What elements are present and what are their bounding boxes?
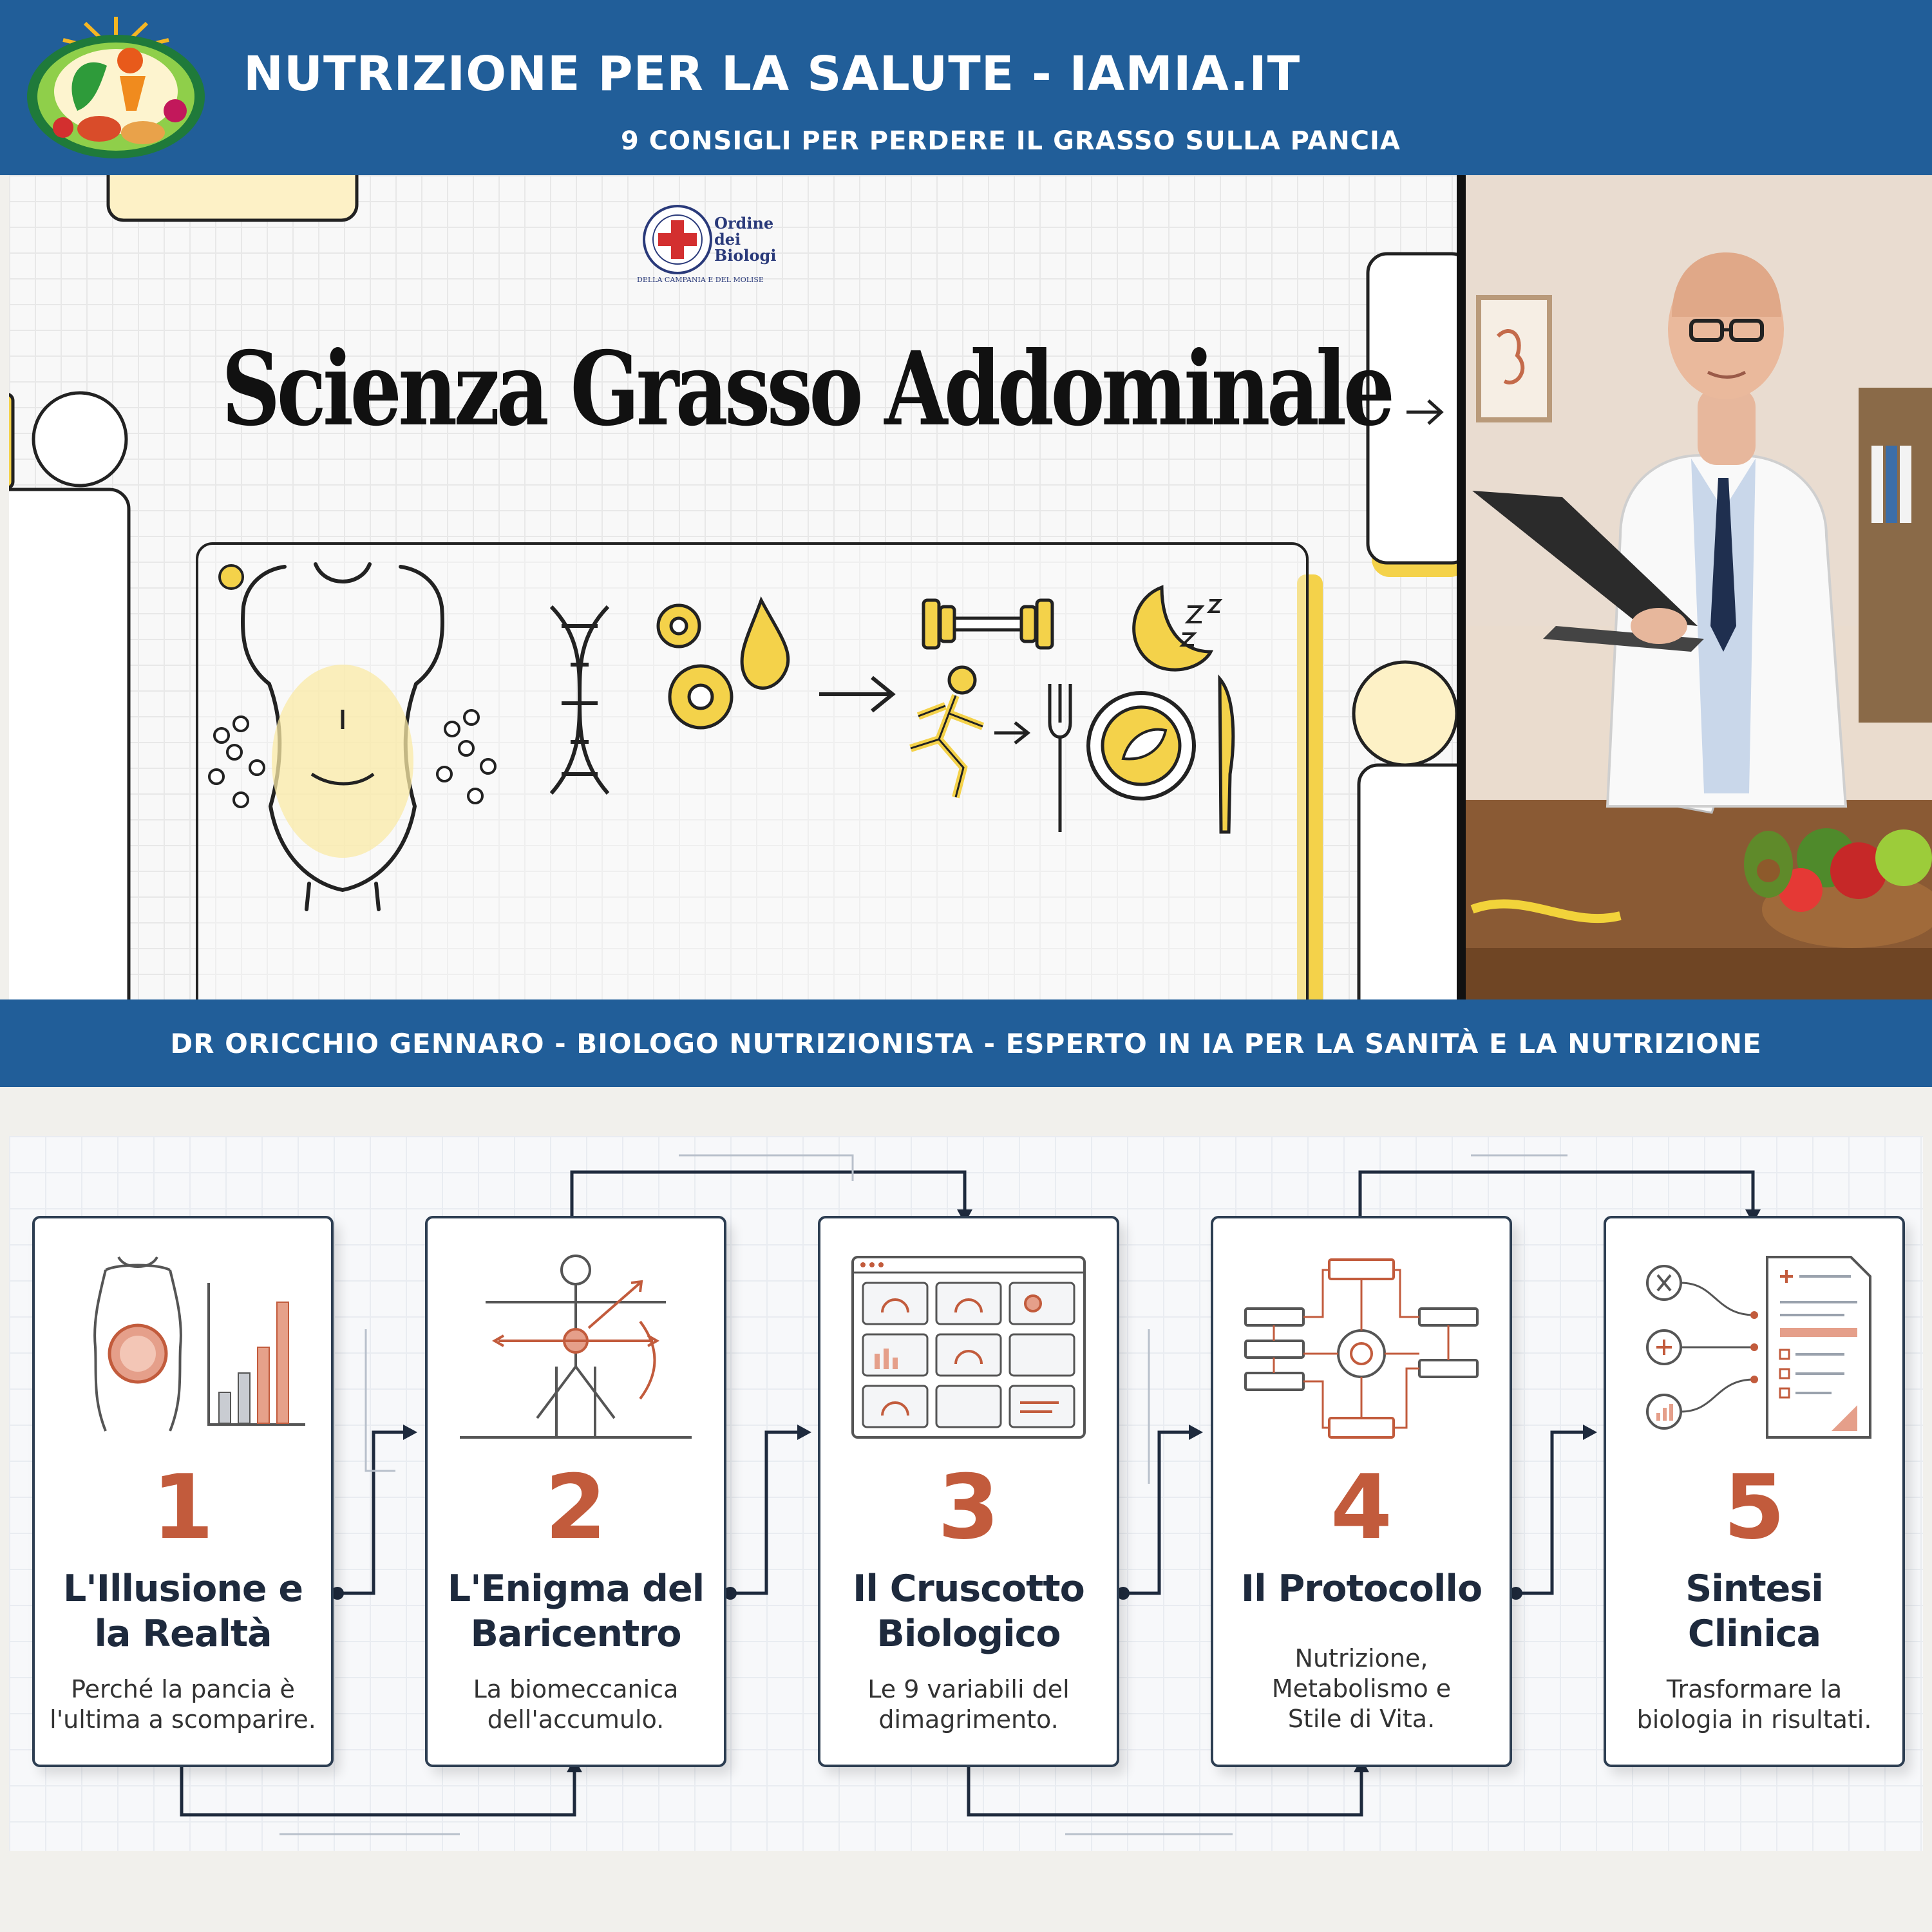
step-card-5[interactable] xyxy=(1604,1216,1905,1767)
org-name: Ordine dei Biologi xyxy=(714,214,777,265)
belly-fat-highlight xyxy=(272,665,413,858)
runner-icon xyxy=(911,667,983,797)
step-title xyxy=(1606,1566,1902,1656)
step-desc-line: l'ultima a scomparire. xyxy=(50,1705,316,1734)
belly-chart-icon xyxy=(54,1244,312,1450)
step-title-line: Clinica xyxy=(1687,1613,1821,1655)
step-desc-line: Trasformare la xyxy=(1666,1675,1842,1703)
step-desc-line: dell'accumulo. xyxy=(487,1705,665,1734)
step-desc-line: Metabolismo e xyxy=(1271,1674,1452,1703)
brand-subtitle: 9 CONSIGLI PER PERDERE IL GRASSO SULLA PANCIA xyxy=(621,126,1401,156)
protocol-flow-icon xyxy=(1233,1244,1490,1450)
fork-icon xyxy=(1050,684,1070,832)
step-number: 2 xyxy=(544,1455,607,1559)
step-desc xyxy=(41,1674,325,1735)
step-desc-line: La biomeccanica xyxy=(473,1675,679,1703)
nutrition-logo-icon xyxy=(23,14,209,162)
step-title-line: Sintesi xyxy=(1685,1567,1823,1610)
step-desc xyxy=(434,1674,717,1735)
step-desc-line: dimagrimento. xyxy=(878,1705,1059,1734)
step-title xyxy=(428,1566,724,1656)
step-title-line: Biologico xyxy=(876,1613,1061,1655)
step-title-line: la Realtà xyxy=(94,1613,272,1655)
step-desc-line: Stile di Vita. xyxy=(1287,1705,1435,1733)
step-title-line: Il Cruscotto xyxy=(853,1567,1084,1610)
step-number: 1 xyxy=(151,1455,214,1559)
step-desc xyxy=(827,1674,1110,1735)
step-desc-line: Nutrizione, xyxy=(1294,1644,1428,1672)
step-desc-line: biologia in risultati. xyxy=(1636,1705,1872,1734)
step-title-line: Baricentro xyxy=(470,1613,681,1655)
step-card-3[interactable] xyxy=(818,1216,1119,1767)
step-desc-line: Le 9 variabili del xyxy=(867,1675,1070,1703)
step-title xyxy=(820,1566,1117,1656)
footer-text: DR ORICCHIO GENNARO - BIOLOGO NUTRIZIONISTA - ESPERTO IN IA PER LA SANITÀ E LA NUTRIZIONE xyxy=(170,1028,1762,1059)
header-banner xyxy=(0,0,1932,175)
knife-icon xyxy=(1220,679,1233,832)
slide-panel xyxy=(9,175,1457,999)
step-title-line: L'Illusione e xyxy=(62,1567,303,1610)
gears-icon xyxy=(658,605,732,728)
dna-icon xyxy=(551,607,608,793)
step-card-1[interactable] xyxy=(32,1216,334,1767)
step-desc xyxy=(1220,1643,1503,1734)
small-arrow-icon xyxy=(994,723,1028,743)
step-card-4[interactable] xyxy=(1211,1216,1512,1767)
step-card-2[interactable] xyxy=(425,1216,726,1767)
step-number: 4 xyxy=(1330,1455,1393,1559)
clinical-report-icon xyxy=(1625,1244,1883,1450)
photo-divider xyxy=(1457,175,1466,999)
step-desc xyxy=(1613,1674,1896,1735)
dashboard-icon xyxy=(840,1244,1097,1450)
step-desc-line: Perché la pancia è xyxy=(71,1675,295,1703)
step-number: 5 xyxy=(1723,1455,1786,1559)
footer-banner xyxy=(0,999,1932,1087)
step-title-line: L'Enigma del xyxy=(447,1567,705,1610)
step-title xyxy=(1213,1566,1510,1611)
moon-sleep-icon xyxy=(1134,587,1220,670)
body-balance-icon xyxy=(447,1244,705,1450)
step-number: 3 xyxy=(937,1455,1000,1559)
drop-icon xyxy=(742,600,788,688)
slide-title: Scienza Grasso Addominale xyxy=(222,330,1392,449)
plate-icon xyxy=(1088,693,1194,799)
slide-illustration xyxy=(9,175,1457,999)
brand-title: NUTRIZIONE PER LA SALUTE - IAMIA.IT xyxy=(243,46,1301,102)
org-region: DELLA CAMPANIA E DEL MOLISE xyxy=(637,276,764,284)
step-title xyxy=(35,1566,331,1656)
doctor-photo xyxy=(1466,175,1932,999)
step-title-line: Il Protocollo xyxy=(1240,1567,1482,1610)
arrow-right-icon xyxy=(819,677,893,711)
dumbbell-icon xyxy=(923,600,1052,648)
steps-panel xyxy=(9,1136,1923,1851)
